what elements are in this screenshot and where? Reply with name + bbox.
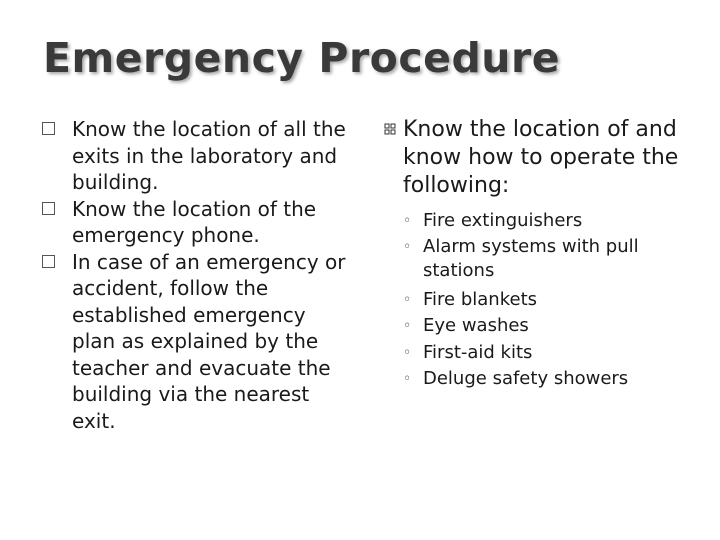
sub-list-item [403, 235, 684, 283]
sub-list-text: Deluge safety showers [423, 368, 629, 389]
sub-list-item [403, 340, 684, 367]
sub-list-text: Eye washes [423, 315, 529, 336]
circle-bullet-icon: ◦ [403, 238, 412, 255]
right-bullet-item [384, 116, 684, 200]
circle-bullet-icon: ◦ [403, 371, 412, 387]
sub-list-text: First-aid kits [423, 341, 533, 363]
circle-bullet-icon: ◦ [403, 213, 412, 229]
right-bullet-text: Know the location of and know how to operate the following: [403, 117, 679, 198]
checkbox-square-icon [42, 255, 55, 268]
equipment-sub-list [384, 208, 684, 393]
sub-list-item [403, 366, 684, 393]
circle-bullet-icon: ◦ [403, 318, 412, 334]
sub-list-text: Alarm systems with pull stations [423, 235, 639, 281]
checkbox-square-icon [42, 122, 55, 135]
sub-list-item [403, 208, 684, 235]
slide-title: Emergency Procedure [43, 34, 561, 82]
left-bullet-item [42, 196, 352, 249]
ornament-bullet-icon [384, 123, 396, 136]
sub-list-text: Fire blankets [423, 288, 538, 310]
left-bullet-text: In case of an emergency or accident, follow the established emergency plan as explained by the teacher and evacuate the building via the nearest exit. [72, 249, 346, 433]
left-bullet-list [42, 116, 352, 434]
sub-list-item [403, 287, 684, 314]
sub-list-text: Fire extinguishers [423, 210, 583, 231]
sub-list-item [403, 313, 684, 340]
left-bullet-item [42, 249, 352, 435]
left-bullet-item [42, 116, 352, 196]
checkbox-square-icon [42, 202, 55, 215]
circle-bullet-icon: ◦ [403, 291, 412, 308]
circle-bullet-icon: ◦ [403, 344, 412, 361]
left-bullet-text: Know the location of all the exits in the laboratory and building. [72, 117, 346, 194]
left-bullet-text: Know the location of the emergency phone. [72, 196, 317, 247]
right-bullet-list [384, 116, 684, 393]
